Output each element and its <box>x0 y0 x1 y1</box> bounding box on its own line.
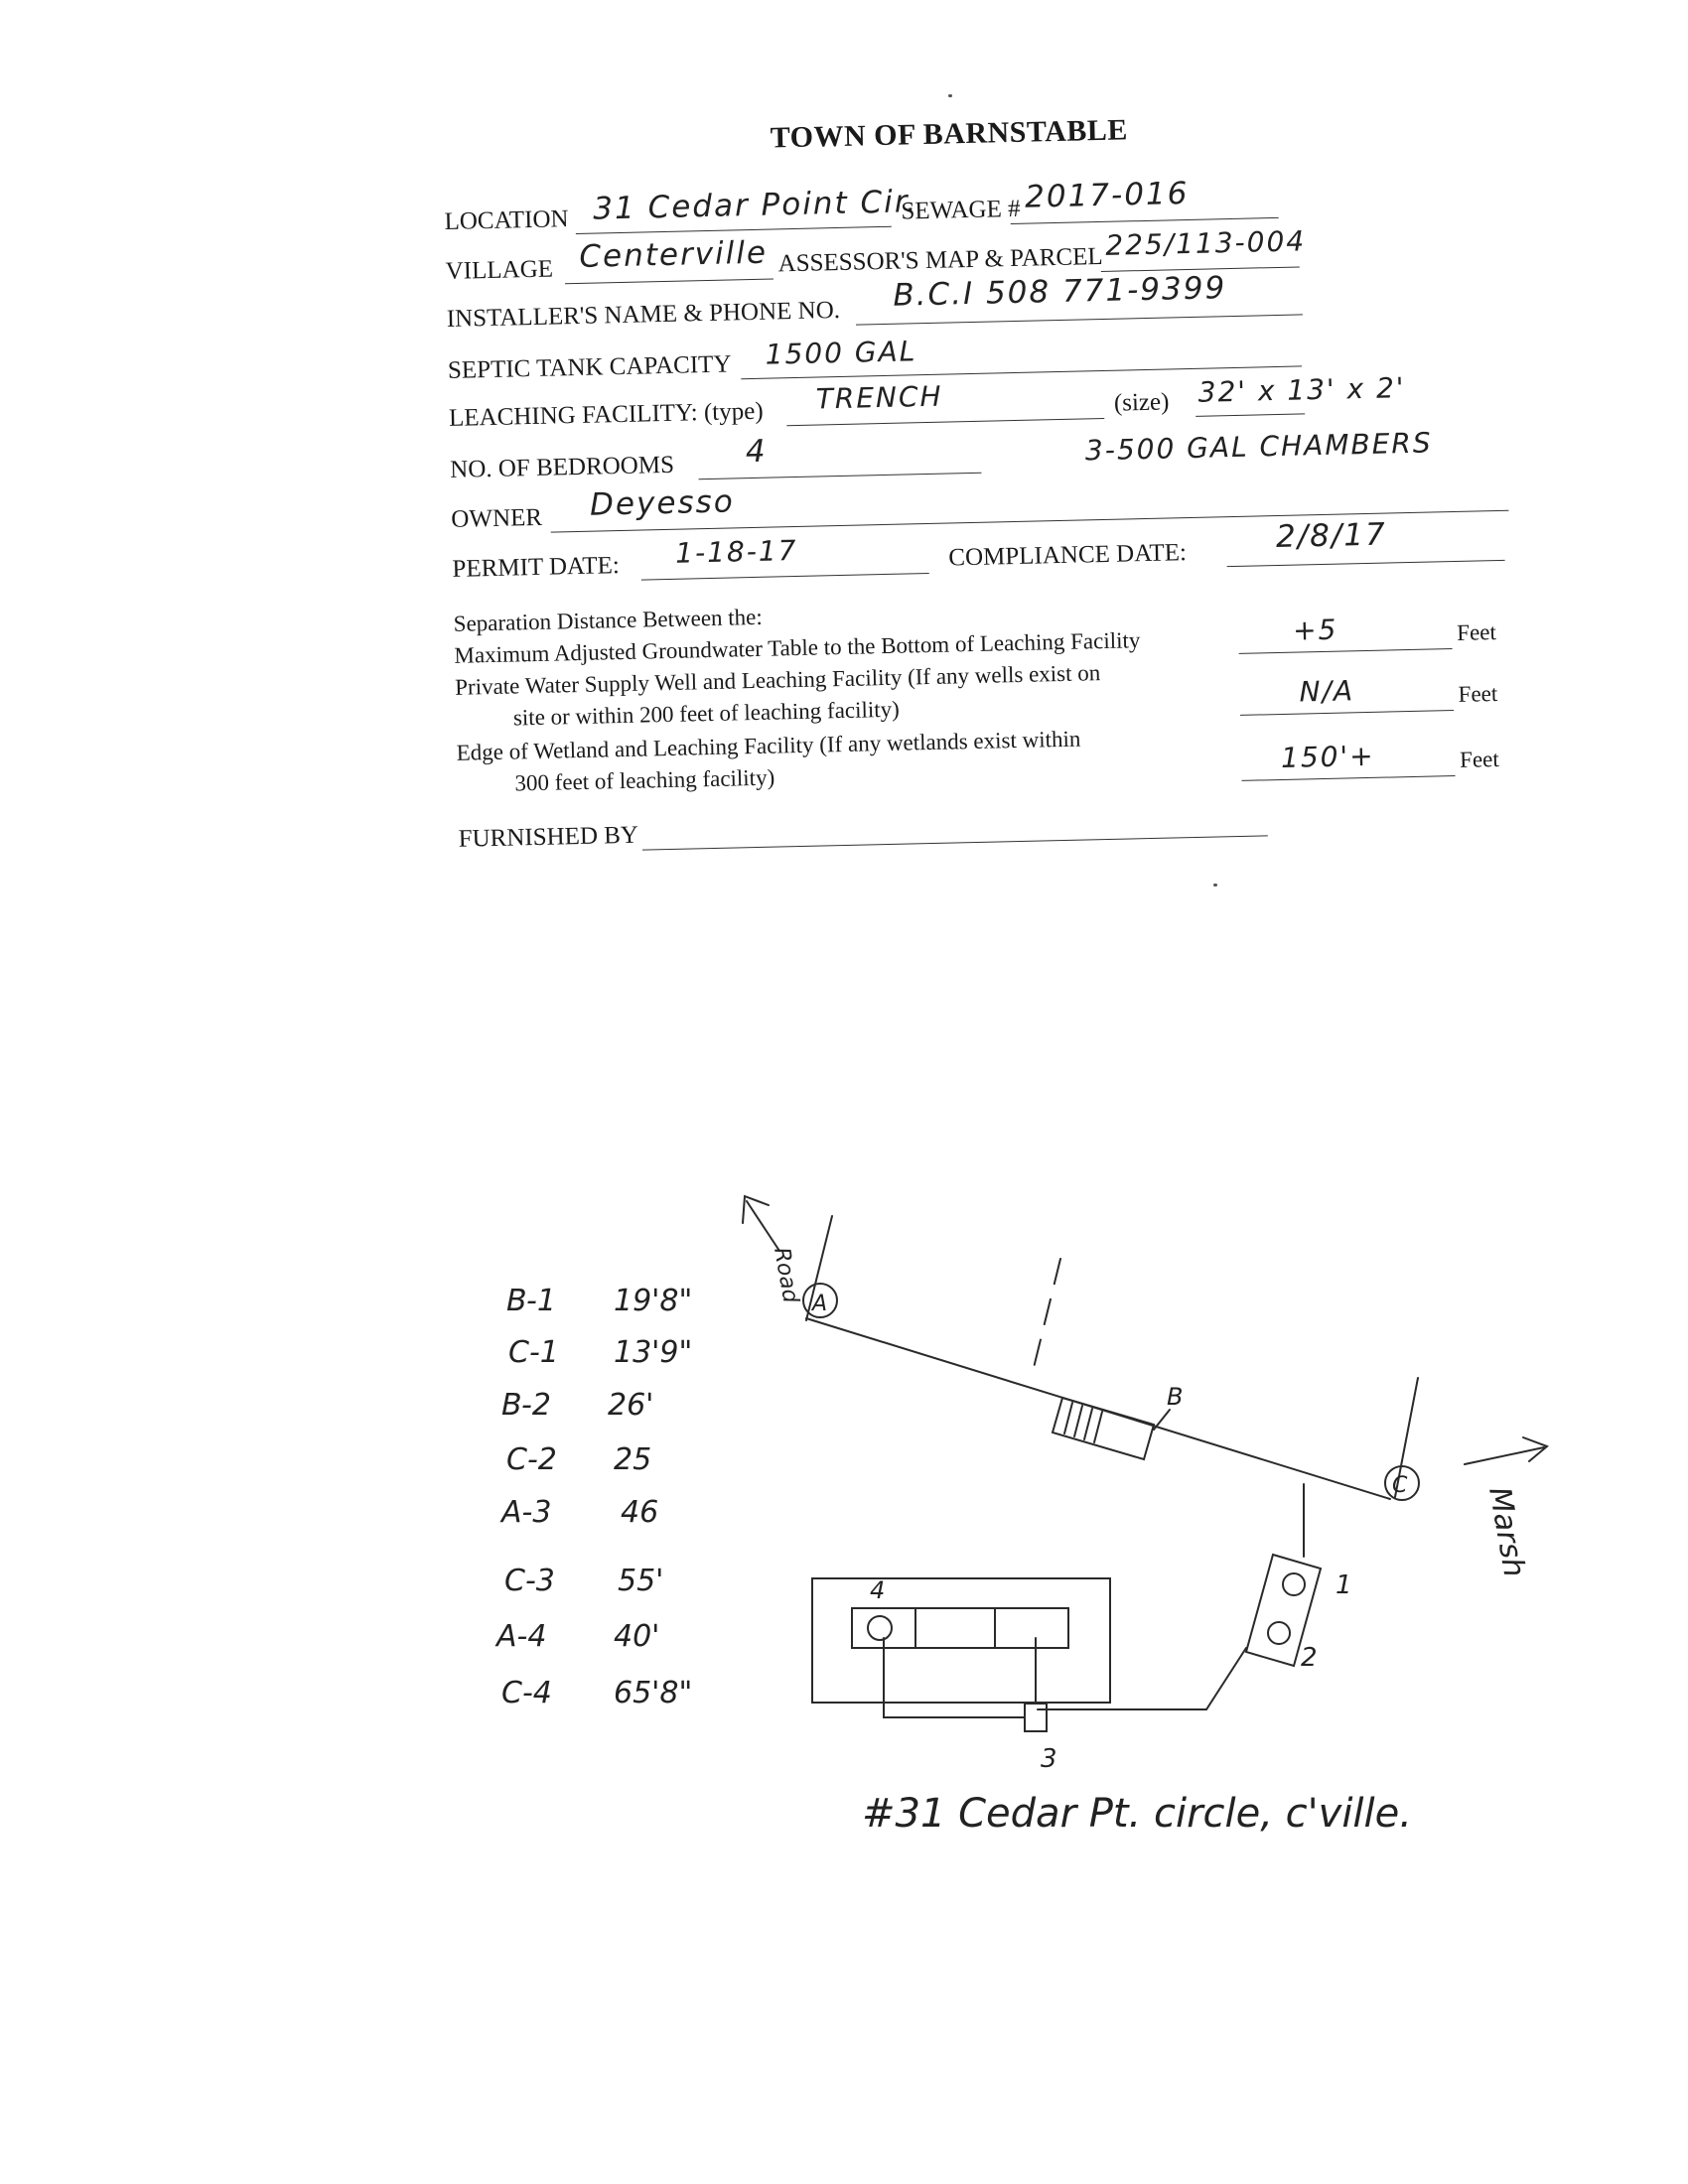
marker-1: 1 <box>1336 1570 1352 1600</box>
measurement-value: 19'8" <box>614 1284 693 1318</box>
measurement-value: 13'9" <box>614 1335 693 1370</box>
bedrooms-value: 4 <box>745 433 769 471</box>
location-label: LOCATION <box>444 205 569 235</box>
wetland-unit: Feet <box>1459 747 1500 772</box>
measurement-value: 65'8" <box>614 1676 693 1710</box>
permit-value: 1-18-17 <box>674 533 798 570</box>
marker-3: 3 <box>1041 1744 1057 1774</box>
assessor-label: ASSESSOR'S MAP & PARCEL <box>777 242 1103 278</box>
hatch-mark <box>1064 1403 1072 1433</box>
road-label: Road <box>769 1245 803 1305</box>
point-c-label: C <box>1392 1473 1408 1498</box>
measurement-value: 46 <box>621 1495 659 1530</box>
groundwater-unit: Feet <box>1456 619 1497 645</box>
measurement-value: 40' <box>614 1619 660 1654</box>
measurement-list <box>494 1284 692 1710</box>
point-a-label: A <box>812 1292 828 1316</box>
measurement-value: 26' <box>608 1388 654 1423</box>
marsh-arrow-shaft <box>1465 1447 1544 1464</box>
location-value: 31 Cedar Point Cir. <box>592 184 918 227</box>
well-label-1: Private Water Supply Well and Leaching Facility (If any wells exist on <box>454 660 1101 700</box>
groundwater-value: +5 <box>1292 613 1338 647</box>
pipe-to-dbox <box>1038 1648 1246 1709</box>
hatch-mark <box>1094 1412 1102 1442</box>
pipe-to-chamber-left <box>884 1638 1025 1717</box>
sketch-caption: #31 Cedar Pt. circle, c'ville. <box>862 1791 1412 1837</box>
wetland-value: 150'+ <box>1280 739 1376 774</box>
wetland-label-2: 300 feet of leaching facility) <box>514 764 775 796</box>
installer-label: INSTALLER'S NAME & PHONE NO. <box>446 296 841 333</box>
form-title: TOWN OF BARNSTABLE <box>770 113 1129 155</box>
wetland-label-1: Edge of Wetland and Leaching Facility (If any wetlands exist within <box>456 726 1081 765</box>
compliance-label: COMPLIANCE DATE: <box>948 539 1188 572</box>
measurement-label: A-4 <box>496 1619 547 1654</box>
point-b-tick <box>1154 1410 1170 1430</box>
sewage-label: SEWAGE # <box>901 195 1021 225</box>
leaching-area <box>812 1578 1110 1703</box>
septic-value: 1500 GAL <box>765 335 917 371</box>
point-b-label: B <box>1167 1383 1184 1411</box>
hatch-mark <box>1084 1409 1092 1439</box>
installer-value: B.C.I 508 771-9399 <box>892 270 1227 314</box>
measurement-label: B-1 <box>506 1284 556 1318</box>
septic-label: SEPTIC TANK CAPACITY <box>447 350 732 384</box>
leaching-value: TRENCH <box>815 379 943 416</box>
village-value: Centerville <box>579 234 769 275</box>
assessor-value: 225/113-004 <box>1104 224 1307 262</box>
separation-heading: Separation Distance Between the: <box>453 604 763 636</box>
cleanout-box <box>1053 1398 1154 1459</box>
tank-inlet-circle <box>1283 1573 1305 1595</box>
tank-outlet-circle <box>1268 1622 1290 1644</box>
measurement-value: 55' <box>618 1564 664 1598</box>
marker-4: 4 <box>870 1576 886 1604</box>
chamber-port-circle <box>868 1616 892 1640</box>
measurement-value: 25 <box>614 1442 652 1477</box>
distribution-box <box>1025 1704 1047 1731</box>
road-arrow-shaft <box>747 1201 779 1251</box>
well-value: N/A <box>1299 674 1355 709</box>
measurement-label: C-4 <box>501 1676 552 1710</box>
measurement-label: B-2 <box>501 1388 551 1423</box>
groundwater-label: Maximum Adjusted Groundwater Table to the Bottom of Leaching Facility <box>454 627 1141 668</box>
well-unit: Feet <box>1458 681 1498 707</box>
leaching-label: LEACHING FACILITY: (type) <box>448 397 764 432</box>
village-label: VILLAGE <box>445 255 554 285</box>
measurement-label: A-3 <box>501 1495 552 1530</box>
compliance-value: 2/8/17 <box>1275 516 1388 556</box>
owner-value: Deyesso <box>589 483 736 523</box>
measurement-label: C-1 <box>508 1335 559 1370</box>
sewage-value: 2017-016 <box>1024 175 1190 215</box>
bedrooms-label: NO. OF BEDROOMS <box>449 451 675 483</box>
marsh-label: Marsh <box>1481 1484 1532 1580</box>
hatch-mark <box>1074 1406 1082 1436</box>
permit-label: PERMIT DATE: <box>452 552 621 583</box>
chambers-value: 3-500 GAL CHAMBERS <box>1084 426 1433 468</box>
furnished-label: FURNISHED BY <box>458 821 639 853</box>
dashed-line <box>1031 1259 1060 1380</box>
owner-label: OWNER <box>451 503 543 533</box>
well-label-2: site or within 200 feet of leaching facility) <box>512 696 901 731</box>
marker-2: 2 <box>1301 1643 1318 1673</box>
measurement-label: C-2 <box>506 1442 557 1477</box>
size-label: (size) <box>1113 388 1170 417</box>
measurement-label: C-3 <box>504 1564 555 1598</box>
size-value: 32' x 13' x 2' <box>1197 371 1406 409</box>
